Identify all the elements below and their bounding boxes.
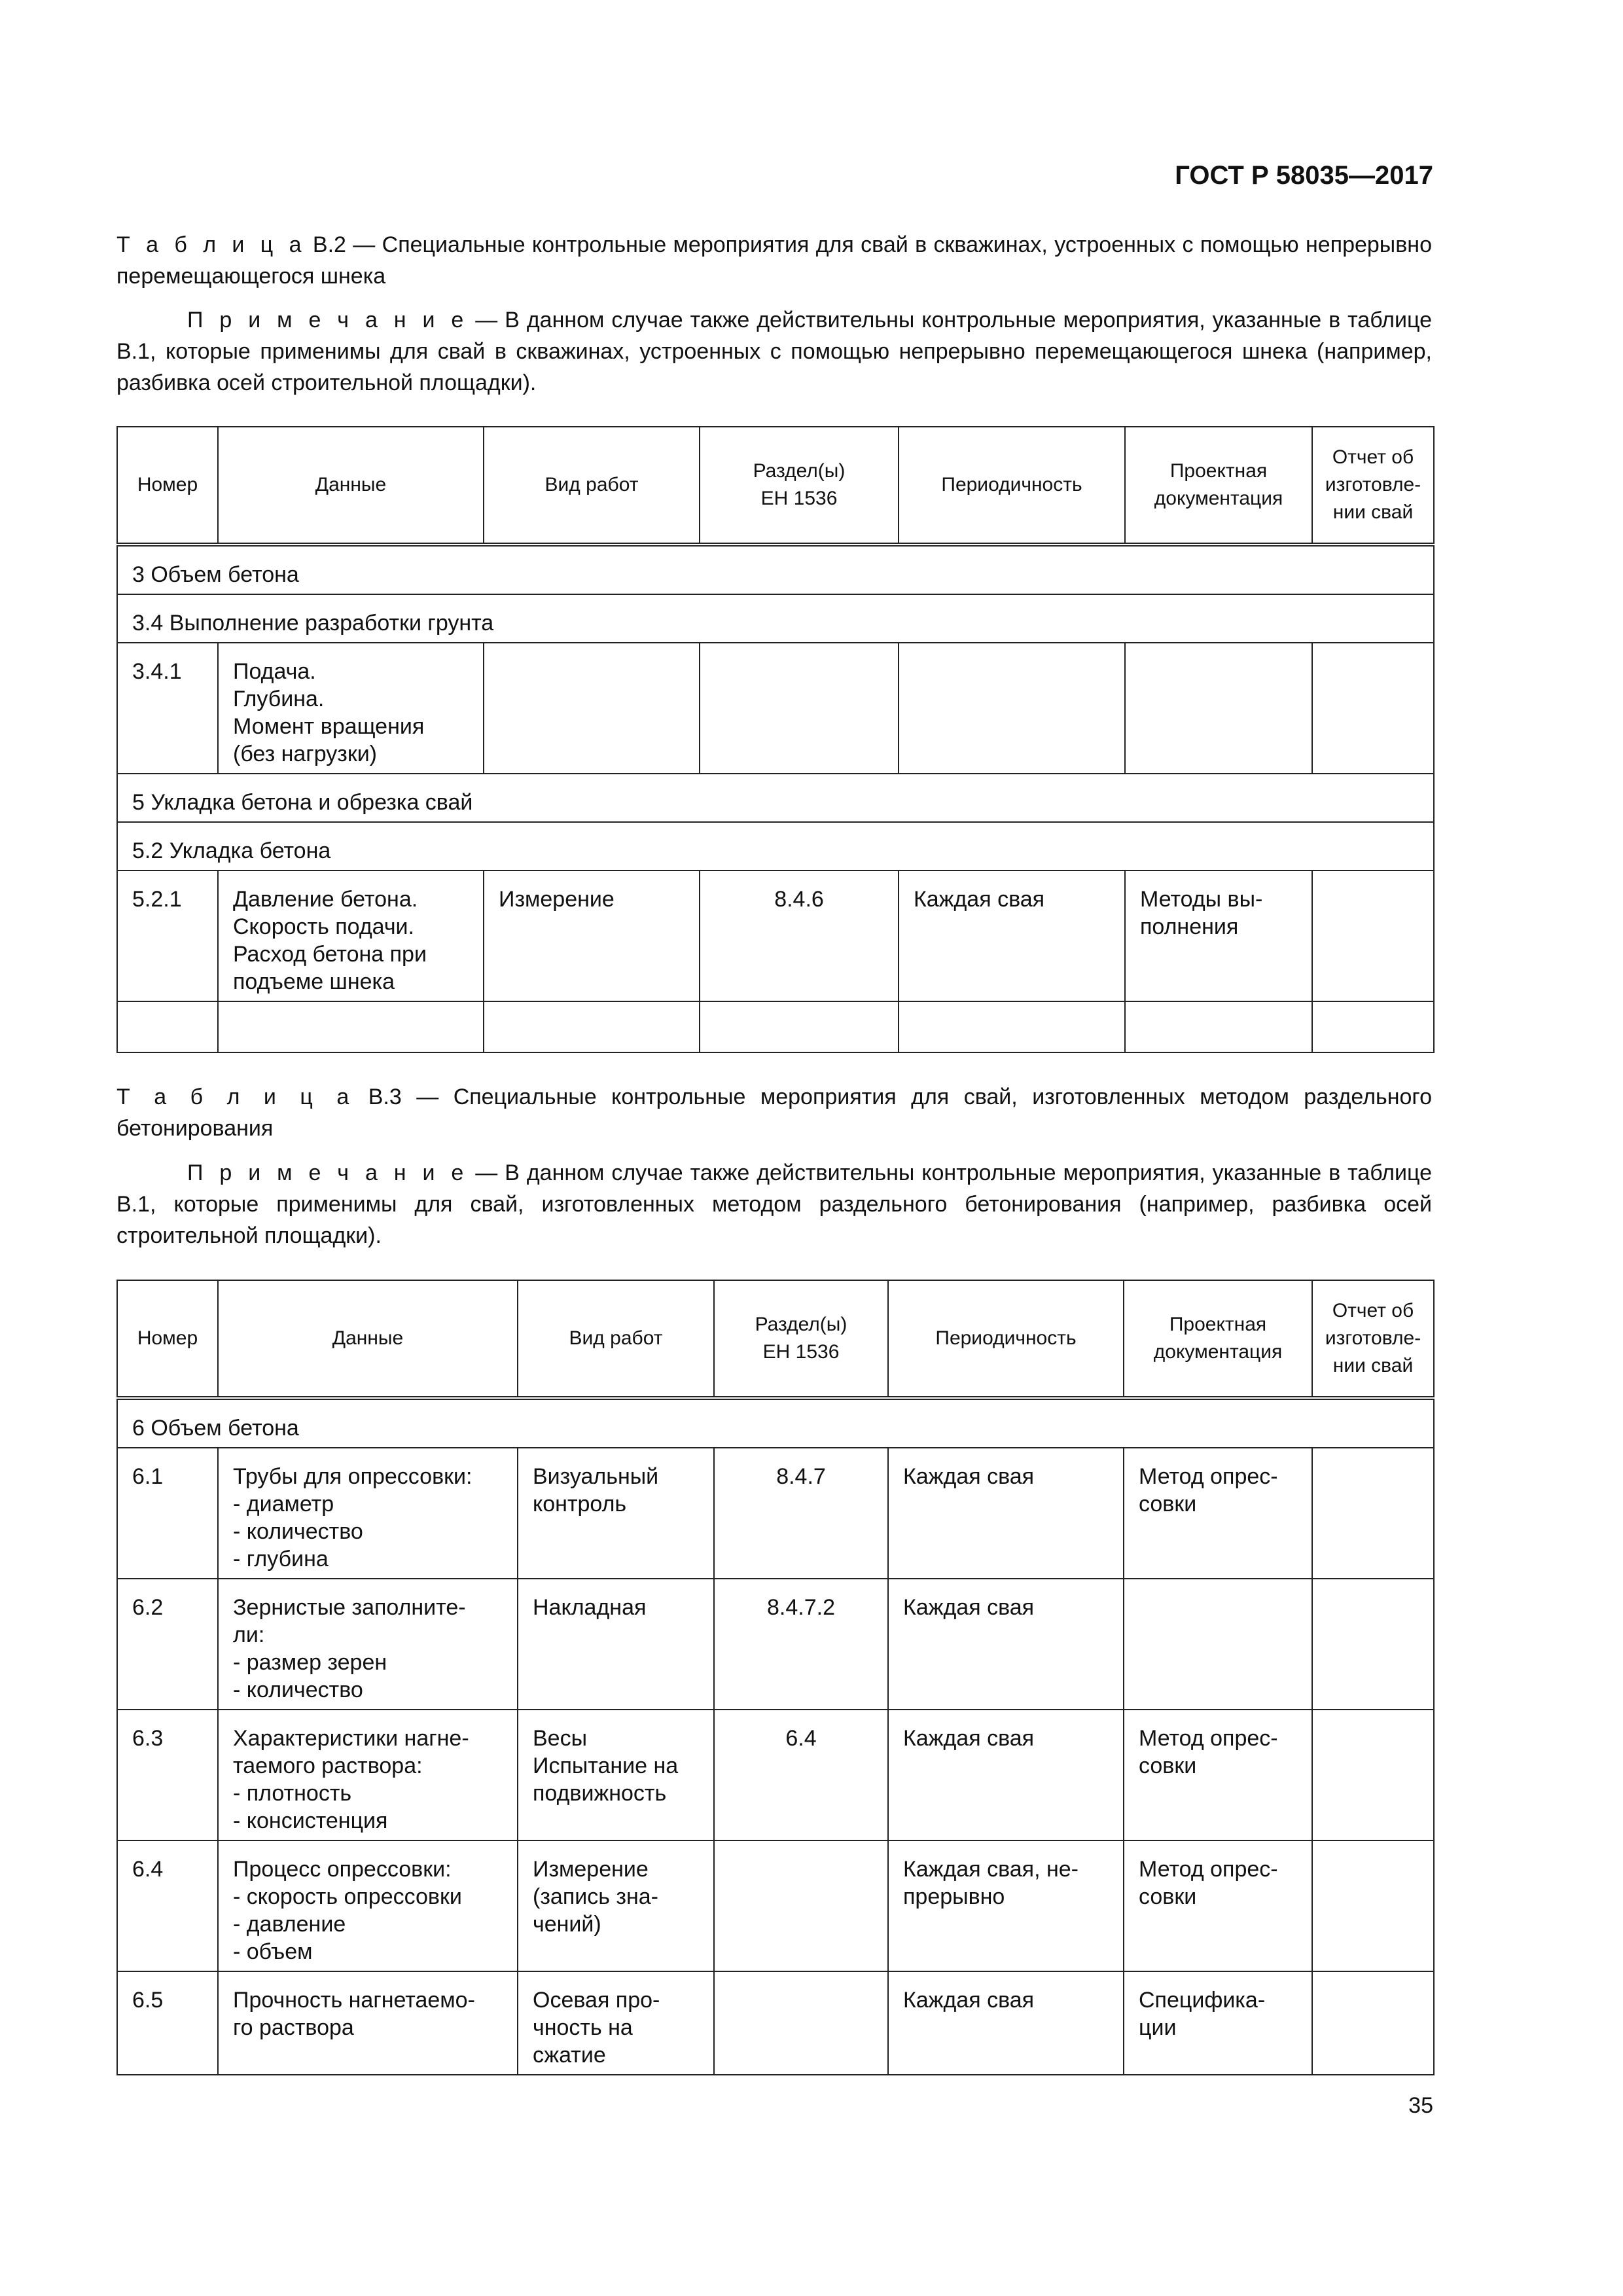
row-periodicity: Каждая свая xyxy=(888,1448,1124,1579)
row-report xyxy=(1312,870,1434,1001)
design-line: Метод опрес- xyxy=(1139,1726,1278,1751)
row-data xyxy=(218,643,484,774)
row-periodicity: Каждая свая xyxy=(888,1579,1124,1710)
row-section xyxy=(700,643,899,774)
table-row xyxy=(117,774,1434,822)
table-b2-note xyxy=(116,304,1432,399)
header-section-line-2: ЕН 1536 xyxy=(762,1341,840,1363)
row-design xyxy=(1124,1971,1312,2075)
table-b3 xyxy=(116,1280,1435,2075)
row-number: 6.3 xyxy=(117,1710,218,1840)
table-b2-caption-text: В.2 — Специальные контрольные мероприятия для свай в скважинах, устроенных с помощью непрерывно перемещающегося шнека xyxy=(116,232,1432,289)
data-line: Зернистые заполните- xyxy=(233,1595,466,1620)
design-line: ции xyxy=(1139,2015,1177,2040)
design-line: совки xyxy=(1139,1492,1197,1516)
row-periodicity: Каждая свая xyxy=(899,870,1125,1001)
row-section: 8.4.7 xyxy=(714,1448,888,1579)
data-line: - плотность xyxy=(233,1781,352,1806)
design-line: полнения xyxy=(1140,914,1239,939)
header-design xyxy=(1125,427,1312,545)
row-periodicity xyxy=(899,643,1125,774)
data-line: - скорость опрессовки xyxy=(233,1884,462,1909)
header-design-line-2: документация xyxy=(1153,1341,1283,1363)
table-row xyxy=(117,1710,1434,1840)
header-data: Данные xyxy=(218,427,484,545)
design-line: совки xyxy=(1139,1753,1197,1778)
row-design xyxy=(1125,870,1312,1001)
row-work xyxy=(484,643,700,774)
table-b3-caption-text: В.3 — Специальные контрольные мероприятия для свай, изготовленных методом раздельного бетонирования xyxy=(116,1085,1432,1141)
row-report xyxy=(1312,1710,1434,1840)
header-report xyxy=(1312,427,1434,545)
header-periodicity: Периодичность xyxy=(899,427,1125,545)
document-standard-number: ГОСТ Р 58035—2017 xyxy=(1175,161,1433,190)
row-work xyxy=(518,1840,714,1971)
design-line: Методы вы- xyxy=(1140,887,1263,912)
page-number: 35 xyxy=(1408,2093,1433,2118)
design-line: Метод опрес- xyxy=(1139,1857,1278,1882)
header-design xyxy=(1124,1280,1312,1398)
data-line: Процесс опрессовки: xyxy=(233,1857,452,1882)
row-section: 6.4 xyxy=(714,1710,888,1840)
table-b3-note xyxy=(116,1157,1432,1251)
data-line: подъеме шнека xyxy=(233,969,395,994)
header-work: Вид работ xyxy=(518,1280,714,1398)
row-report xyxy=(1312,1840,1434,1971)
data-line: Давление бетона. xyxy=(233,887,418,912)
data-line: - давление xyxy=(233,1912,346,1937)
work-line: Испытание на xyxy=(533,1753,679,1778)
table-row xyxy=(117,1579,1434,1710)
section-row-label: 3.4 Выполнение разработки грунта xyxy=(117,594,1434,643)
data-line: го раствора xyxy=(233,2015,354,2040)
table-b3-caption-prefix: Т а б л и ц а xyxy=(116,1085,354,1109)
data-line: - количество xyxy=(233,1519,363,1544)
header-design-line-1: Проектная xyxy=(1169,1314,1267,1335)
table-row xyxy=(117,1971,1434,2075)
header-report-line-1: Отчет об xyxy=(1332,446,1414,468)
header-report-line-1: Отчет об xyxy=(1332,1300,1414,1321)
row-periodicity: Каждая свая xyxy=(888,1710,1124,1840)
data-line: Характеристики нагне- xyxy=(233,1726,469,1751)
data-line: - диаметр xyxy=(233,1492,334,1516)
data-line: Трубы для опрессовки: xyxy=(233,1464,473,1489)
data-line: - размер зерен xyxy=(233,1650,387,1675)
row-data xyxy=(218,1971,518,2075)
data-line: Прочность нагнетаемо- xyxy=(233,1988,475,2013)
row-number: 5.2.1 xyxy=(117,870,218,1001)
row-design xyxy=(1124,1840,1312,1971)
table-b3-header-row xyxy=(117,1280,1434,1398)
table-b2-caption xyxy=(116,229,1432,292)
table-row xyxy=(117,643,1434,774)
table-b3-note-text: — В данном случае также действительны контрольные мероприятия, указанные в таблице В.1, которые применимы для свай, изготовленных методом раздельного бетонирования (например, разбивка осей строительной площадки). xyxy=(116,1160,1432,1248)
row-data xyxy=(218,1448,518,1579)
work-line: чений) xyxy=(533,1912,601,1937)
header-section-line-1: Раздел(ы) xyxy=(753,460,846,482)
table-b2-note-text: — В данном случае также действительны контрольные мероприятия, указанные в таблице В.1, которые применимы для свай в скважинах, устроенных с помощью непрерывно перемещающегося шнека (например, разбивка осей строительной площадки). xyxy=(116,308,1432,395)
row-design xyxy=(1125,643,1312,774)
data-line: - консистенция xyxy=(233,1808,388,1833)
row-report xyxy=(1312,1448,1434,1579)
data-line: таемого раствора: xyxy=(233,1753,423,1778)
periodicity-line: Каждая свая, не- xyxy=(903,1857,1079,1882)
header-section-line-1: Раздел(ы) xyxy=(755,1314,847,1335)
header-data: Данные xyxy=(218,1280,518,1398)
section-row-label: 6 Объем бетона xyxy=(117,1398,1434,1448)
header-work: Вид работ xyxy=(484,427,700,545)
row-work xyxy=(518,1971,714,2075)
section-row-label: 5 Укладка бетона и обрезка свай xyxy=(117,774,1434,822)
row-report xyxy=(1312,1971,1434,2075)
section-row-label: 5.2 Укладка бетона xyxy=(117,822,1434,870)
table-row xyxy=(117,1398,1434,1448)
row-design xyxy=(1124,1579,1312,1710)
table-row-empty xyxy=(117,1001,1434,1052)
row-work xyxy=(518,1579,714,1710)
work-line: сжатие xyxy=(533,2043,606,2068)
row-number: 3.4.1 xyxy=(117,643,218,774)
header-report-line-2: изготовле- xyxy=(1325,474,1421,495)
header-design-line-1: Проектная xyxy=(1169,460,1268,482)
table-row xyxy=(117,1840,1434,1971)
data-line: - количество xyxy=(233,1677,363,1702)
work-line: контроль xyxy=(533,1492,627,1516)
header-section xyxy=(700,427,899,545)
row-design xyxy=(1124,1448,1312,1579)
header-periodicity: Периодичность xyxy=(888,1280,1124,1398)
data-line: - глубина xyxy=(233,1547,329,1571)
table-b3-caption xyxy=(116,1081,1432,1144)
data-line: (без нагрузки) xyxy=(233,742,378,766)
periodicity-line: прерывно xyxy=(903,1884,1005,1909)
design-line: Специфика- xyxy=(1139,1988,1266,2013)
header-section-line-2: ЕН 1536 xyxy=(760,488,838,509)
row-work xyxy=(518,1448,714,1579)
row-periodicity xyxy=(888,1840,1124,1971)
work-line: Накладная xyxy=(533,1595,647,1620)
row-number: 6.5 xyxy=(117,1971,218,2075)
work-line: подвижность xyxy=(533,1781,667,1806)
design-line: совки xyxy=(1139,1884,1197,1909)
table-b2-note-prefix: П р и м е ч а н и е xyxy=(187,308,469,332)
header-section xyxy=(714,1280,888,1398)
row-design xyxy=(1124,1710,1312,1840)
table-row xyxy=(117,870,1434,1001)
header-report-line-2: изготовле- xyxy=(1325,1327,1421,1349)
table-row xyxy=(117,545,1434,594)
data-line: - объем xyxy=(233,1939,313,1964)
table-b2-caption-prefix: Т а б л и ц а xyxy=(116,232,306,257)
table-row xyxy=(117,1448,1434,1579)
row-section xyxy=(714,1971,888,2075)
row-number: 6.1 xyxy=(117,1448,218,1579)
header-number: Номер xyxy=(117,1280,218,1398)
header-design-line-2: документация xyxy=(1154,488,1283,509)
table-row xyxy=(117,822,1434,870)
data-line: Момент вращения xyxy=(233,714,425,739)
table-row xyxy=(117,594,1434,643)
row-number: 6.4 xyxy=(117,1840,218,1971)
row-section xyxy=(714,1840,888,1971)
work-line: Осевая про- xyxy=(533,1988,660,2013)
row-section: 8.4.6 xyxy=(700,870,899,1001)
header-number: Номер xyxy=(117,427,218,545)
work-line: Весы xyxy=(533,1726,588,1751)
row-periodicity: Каждая свая xyxy=(888,1971,1124,2075)
table-b2 xyxy=(116,426,1435,1053)
data-line: Подача. xyxy=(233,659,316,684)
row-data xyxy=(218,870,484,1001)
row-section: 8.4.7.2 xyxy=(714,1579,888,1710)
row-work xyxy=(518,1710,714,1840)
row-work: Измерение xyxy=(484,870,700,1001)
data-line: Глубина. xyxy=(233,687,325,711)
work-line: (запись зна- xyxy=(533,1884,658,1909)
section-row-label: 3 Объем бетона xyxy=(117,545,1434,594)
work-line: чность на xyxy=(533,2015,633,2040)
row-data xyxy=(218,1840,518,1971)
row-data xyxy=(218,1710,518,1840)
header-report xyxy=(1312,1280,1434,1398)
row-number: 6.2 xyxy=(117,1579,218,1710)
design-line: Метод опрес- xyxy=(1139,1464,1278,1489)
table-b3-note-prefix: П р и м е ч а н и е xyxy=(187,1160,469,1185)
row-report xyxy=(1312,1579,1434,1710)
row-report xyxy=(1312,643,1434,774)
header-report-line-3: нии свай xyxy=(1332,501,1414,523)
data-line: Расход бетона при xyxy=(233,942,427,967)
table-b2-header-row xyxy=(117,427,1434,545)
data-line: Скорость подачи. xyxy=(233,914,414,939)
header-report-line-3: нии свай xyxy=(1332,1355,1414,1376)
work-line: Визуальный xyxy=(533,1464,659,1489)
row-data xyxy=(218,1579,518,1710)
work-line: Измерение xyxy=(533,1857,649,1882)
data-line: ли: xyxy=(233,1623,265,1647)
